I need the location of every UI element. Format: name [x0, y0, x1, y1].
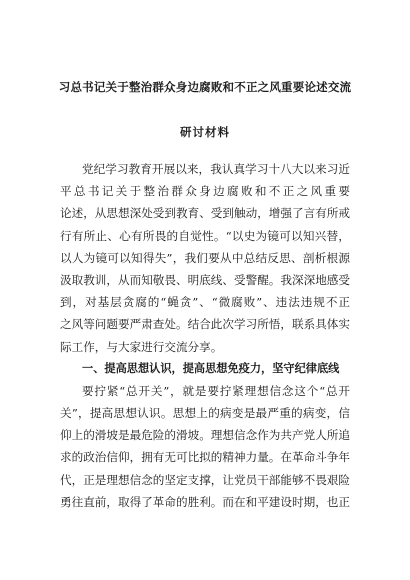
paragraph-section-1: [60, 380, 350, 513]
text-line: 勇往直前，取得了革命的胜利。而在和平建设时期，也正: [60, 494, 350, 509]
text-line: 平总书记关于整治群众身边腐败和不正之风重要: [60, 184, 350, 199]
text-line: 汲取教训，从而知敬畏、明底线、受警醒。我深深地感受: [60, 272, 350, 287]
text-line: 代，正是理想信念的坚定支撑，让党员干部能够不畏艰险: [60, 472, 350, 487]
text-line: 之风等问题要严肃查处。结合此次学习所悟，联系具体实: [60, 317, 350, 332]
text-line: 要拧紧“总开关”，就是要拧紧理想信念这个“总开: [82, 383, 350, 398]
section-heading: 一、提高思想认识，提高思想免疫力，坚守纪律底线: [82, 361, 340, 375]
text-line: 党纪学习教育开展以来，我认真学习十八大以来习近: [82, 162, 350, 176]
document-body: [60, 158, 350, 513]
document-title: 习总书记关于整治群众身边腐败和不正之风重要论述交流: [58, 80, 352, 94]
text-line: 仰上的滑坡是最危险的滑坡。理想信念作为共产党人所追: [60, 428, 350, 443]
text-line: 以人为镜可以知得失”，我们要从中总结反思、剖析根源: [60, 250, 350, 265]
text-line: 论述，从思想深处受到教育、受到触动，增强了言有所戒: [60, 206, 350, 221]
text-line: 际工作，与大家进行交流分享。: [60, 339, 223, 354]
text-line: 关”，提高思想认识。思想上的病变是最严重的病变，信: [60, 406, 350, 421]
text-line: 求的政治信仰，拥有无可比拟的精神力量。在革命斗争年: [60, 450, 350, 465]
text-line: 行有所止、心有所畏的自觉性。“以史为镜可以知兴替，: [60, 228, 350, 243]
paragraph-intro: [60, 158, 350, 358]
text-line: 到，对基层贪腐的“蝇贪”、“微腐败”、违法违规不正: [60, 295, 350, 310]
document-subtitle: 研讨材料: [180, 125, 230, 139]
